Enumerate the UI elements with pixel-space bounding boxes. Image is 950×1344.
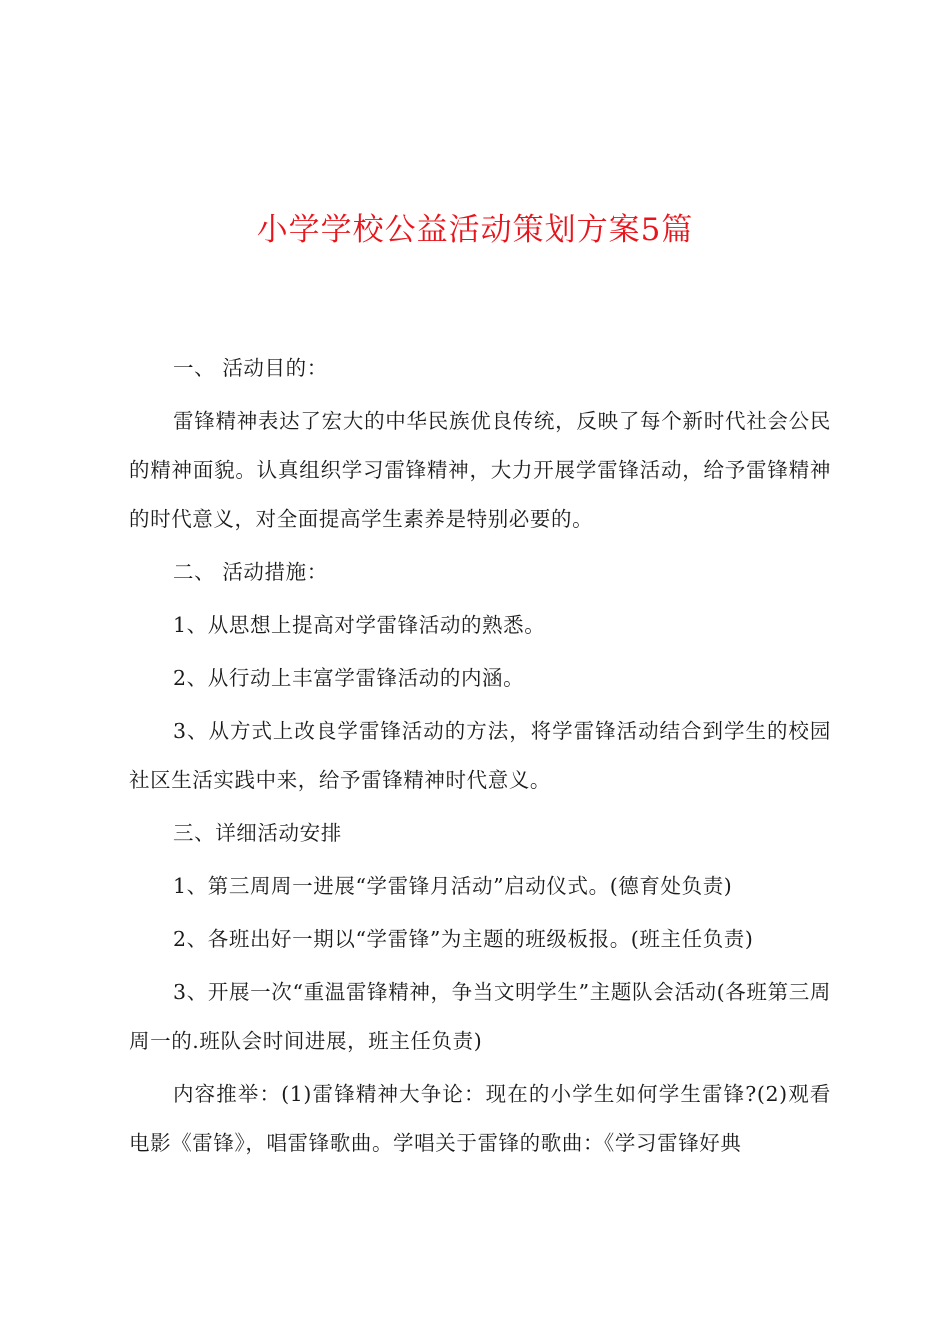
document-body [129,344,831,1172]
document-title: 小学学校公益活动策划方案5篇 [256,212,694,248]
list-item-measure-3: 3、从方式上改良学雷锋活动的方法，将学雷锋活动结合到学生的校园社区生活实践中来，给予雷锋精神时代意义。 [129,719,831,792]
paragraph-content-recommendation: 内容推举：(1)雷锋精神大争论：现在的小学生如何学生雷锋?(2)观看电影《雷锋》，唱雷锋歌曲。学唱关于雷锋的歌曲：《学习雷锋好典 [129,1082,831,1155]
section-heading-purpose: 一、 活动目的： [173,356,328,380]
paragraph-purpose: 雷锋精神表达了宏大的中华民族优良传统，反映了每个新时代社会公民的精神面貌。认真组织学习雷锋精神，大力开展学雷锋活动，给予雷锋精神的时代意义，对全面提高学生素养是特别必要的。 [129,409,831,531]
list-item-measure-1: 1、从思想上提高对学雷锋活动的熟悉。 [173,613,546,637]
section-heading-measures: 二、 活动措施： [173,560,328,584]
list-item-measure-2: 2、从行动上丰富学雷锋活动的内涵。 [173,666,525,690]
list-item-arrangement-1: 1、第三周周一进展“学雷锋月活动”启动仪式。(德育处负责) [173,874,733,898]
list-item-arrangement-3: 3、开展一次“重温雷锋精神，争当文明学生”主题队会活动(各班第三周周一的.班队会时间进展，班主任负责) [129,980,831,1053]
section-heading-arrangement: 三、详细活动安排 [173,821,342,845]
list-item-arrangement-2: 2、各班出好一期以“学雷锋”为主题的班级板报。(班主任负责) [173,927,754,951]
